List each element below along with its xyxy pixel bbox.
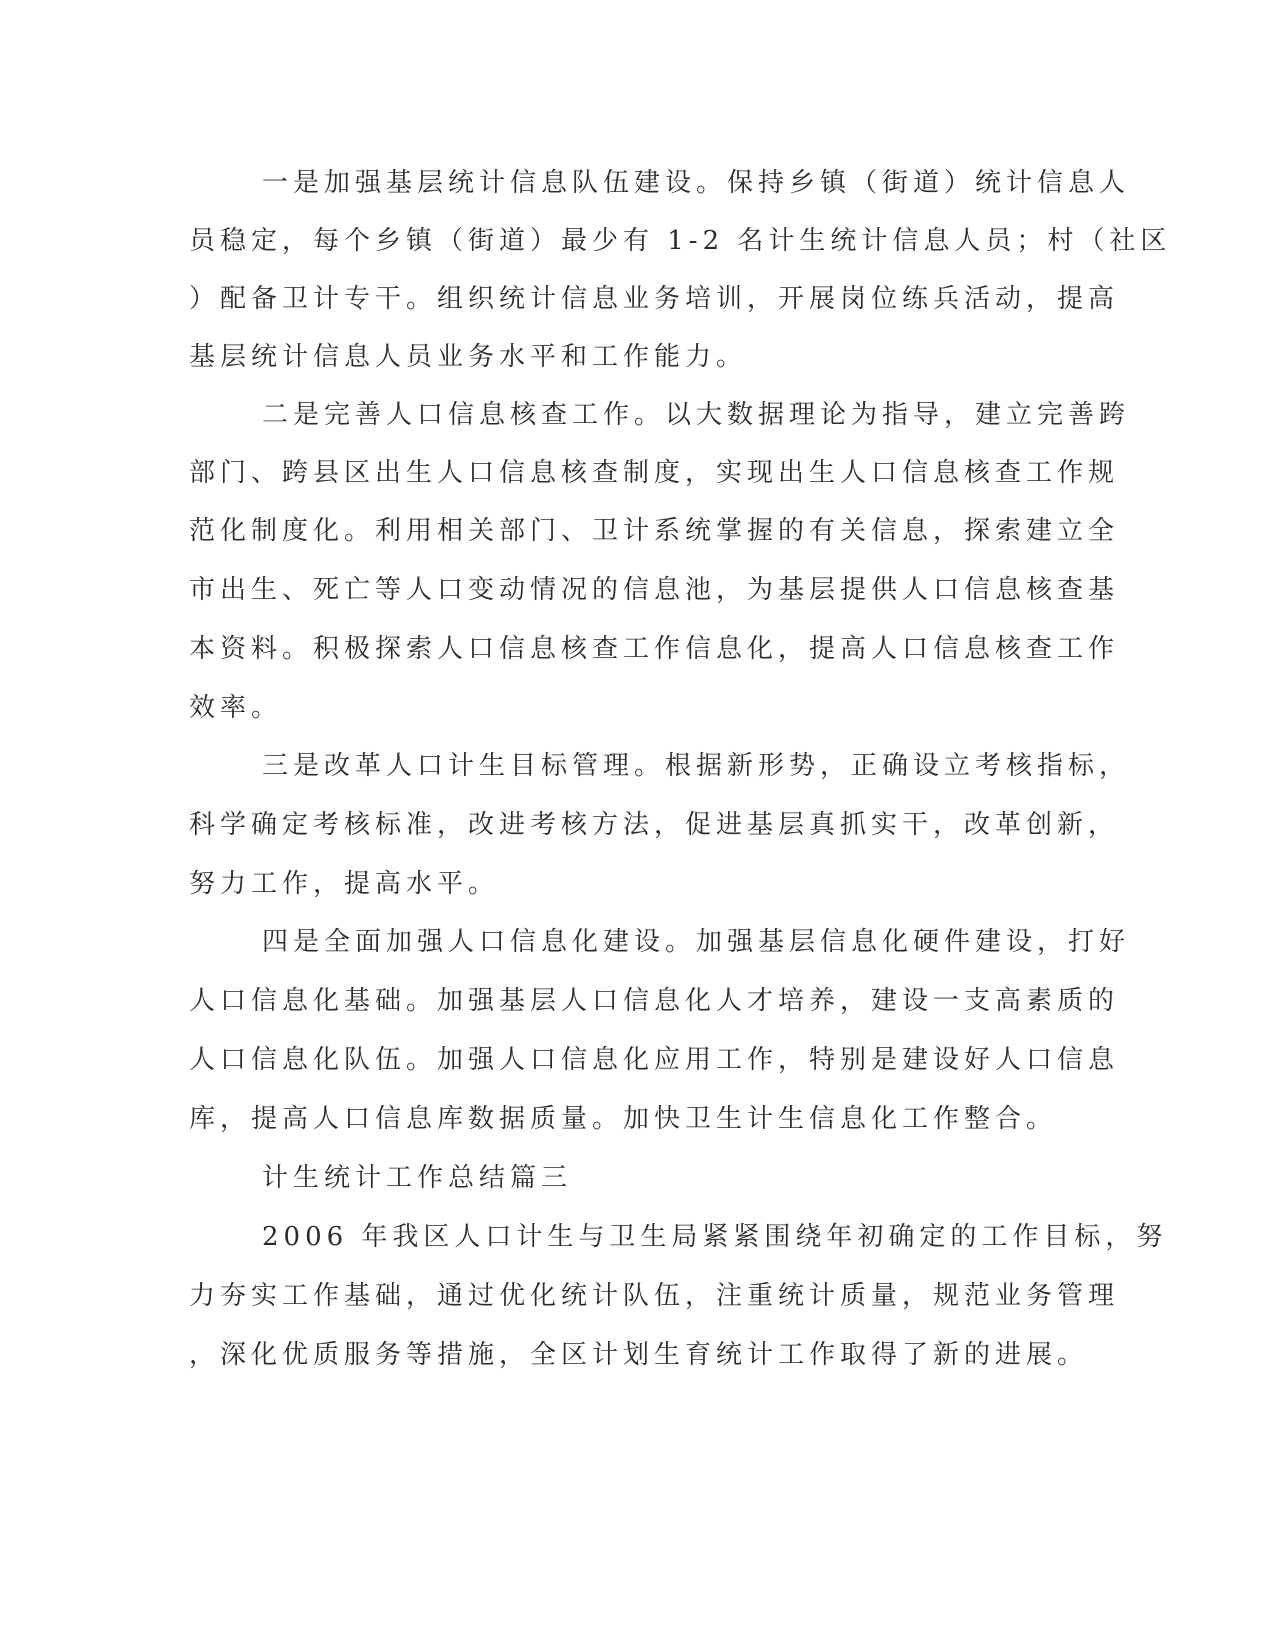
paragraph-4-line-4: 库，提高人口信息库数据质量。加快卫生计生信息化工作整合。 bbox=[189, 1104, 1058, 1134]
paragraph-1-line-4: 基层统计信息人员业务水平和工作能力。 bbox=[189, 342, 748, 372]
paragraph-2-line-2: 部门、跨县区出生人口信息核查制度，实现出生人口信息核查工作规 bbox=[189, 458, 1120, 488]
paragraph-3-line-2: 科学确定考核标准，改进考核方法，促进基层真抓实干，改革创新， bbox=[189, 810, 1120, 840]
paragraph-2-line-3: 范化制度化。利用相关部门、卫计系统掌握的有关信息，探索建立全 bbox=[189, 516, 1120, 546]
paragraph-4-line-1: 四是全面加强人口信息化建设。加强基层信息化硬件建设，打好 bbox=[262, 927, 1131, 957]
paragraph-4-line-3: 人口信息化队伍。加强人口信息化应用工作，特别是建设好人口信息 bbox=[189, 1045, 1120, 1075]
paragraph-1-line-1: 一是加强基层统计信息队伍建设。保持乡镇（街道）统计信息人 bbox=[262, 168, 1131, 198]
paragraph-2-line-1: 二是完善人口信息核查工作。以大数据理论为指导，建立完善跨 bbox=[262, 400, 1131, 430]
paragraph-2-line-6: 效率。 bbox=[189, 693, 283, 723]
paragraph-5-line-1: 2006 年我区人口计生与卫生局紧紧围绕年初确定的工作目标，努 bbox=[262, 1222, 1168, 1252]
paragraph-2-line-4: 市出生、死亡等人口变动情况的信息池，为基层提供人口信息核查基 bbox=[189, 575, 1120, 605]
paragraph-5-line-2: 力夯实工作基础，通过优化统计队伍，注重统计质量，规范业务管理 bbox=[189, 1281, 1120, 1311]
section-heading: 计生统计工作总结篇三 bbox=[262, 1163, 573, 1193]
paragraph-3-line-3: 努力工作，提高水平。 bbox=[189, 869, 500, 899]
paragraph-1-line-3: ）配备卫计专干。组织统计信息业务培训，开展岗位练兵活动，提高 bbox=[189, 284, 1120, 314]
paragraph-5-line-3: ，深化优质服务等措施，全区计划生育统计工作取得了新的进展。 bbox=[189, 1340, 1089, 1370]
paragraph-4-line-2: 人口信息化基础。加强基层人口信息化人才培养，建设一支高素质的 bbox=[189, 986, 1120, 1016]
paragraph-2-line-5: 本资料。积极探索人口信息核查工作信息化，提高人口信息核查工作 bbox=[189, 634, 1120, 664]
paragraph-3-line-1: 三是改革人口计生目标管理。根据新形势，正确设立考核指标， bbox=[262, 751, 1131, 781]
paragraph-1-line-2: 员稳定，每个乡镇（街道）最少有 1-2 名计生统计信息人员；村（社区 bbox=[189, 226, 1172, 256]
